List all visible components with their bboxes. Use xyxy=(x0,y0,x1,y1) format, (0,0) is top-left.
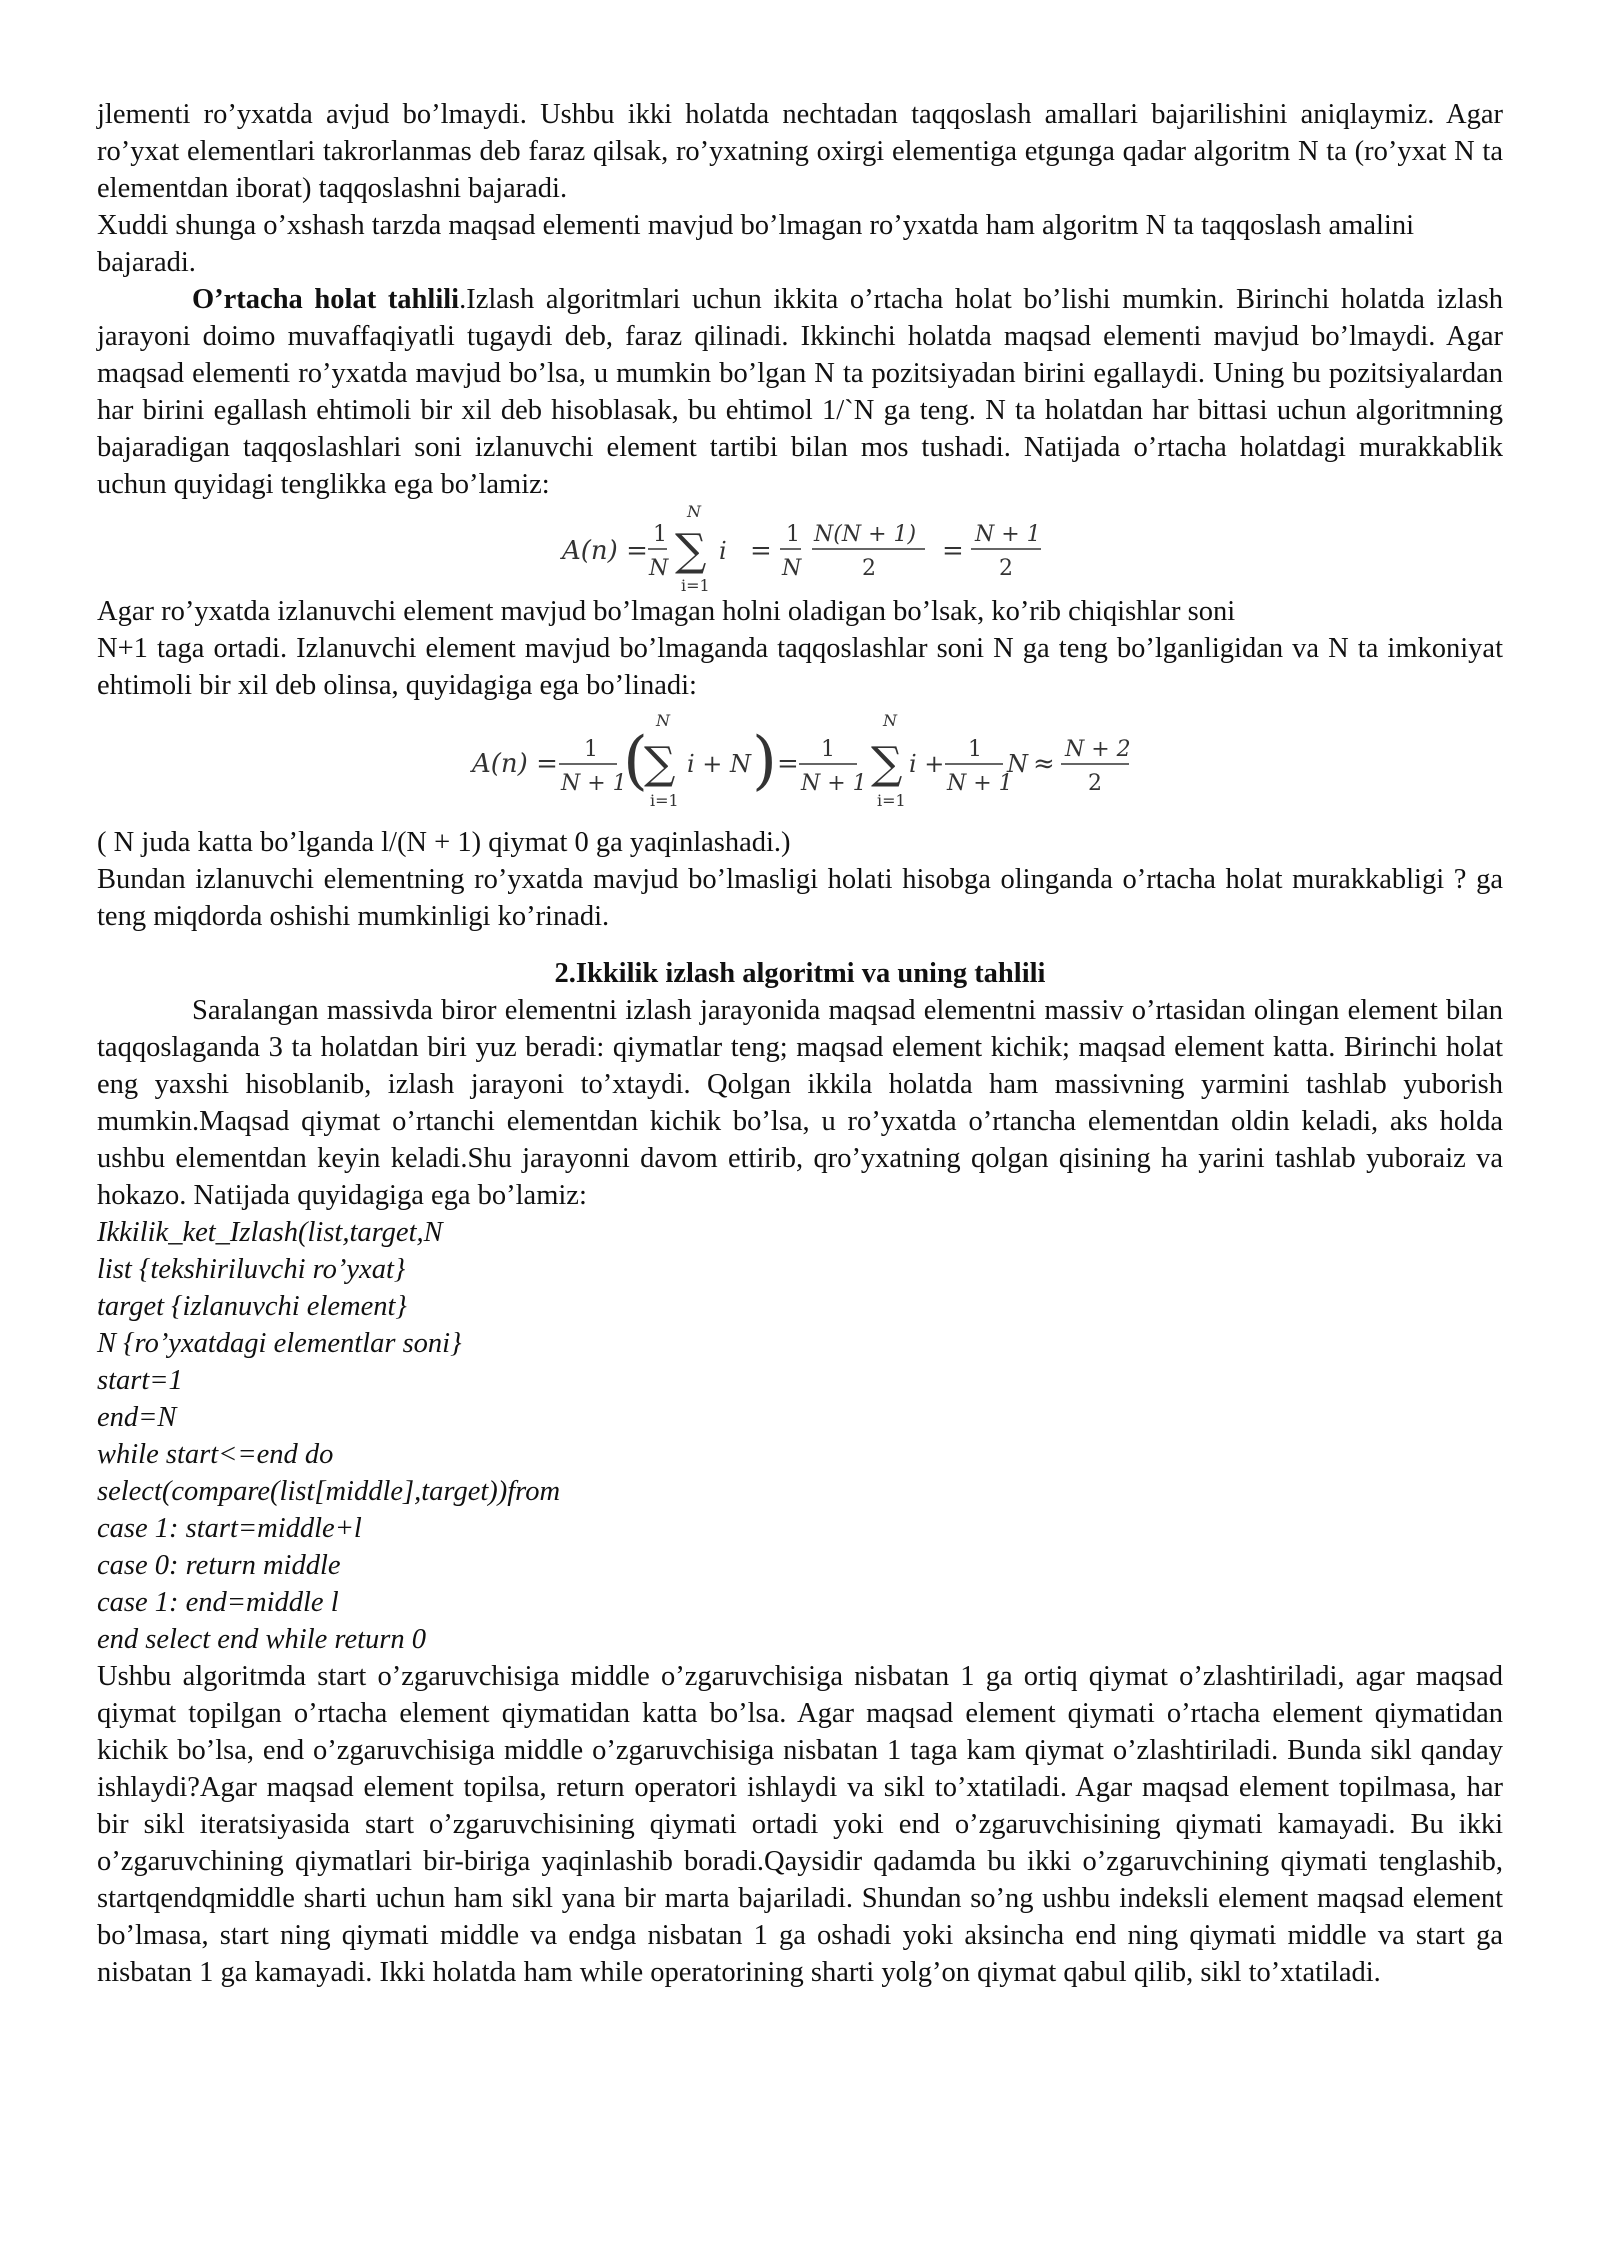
f2-sum-top: N xyxy=(656,711,670,730)
f2-lparen: ( xyxy=(623,724,648,798)
formula-1-graphic xyxy=(97,503,1503,593)
f1-num2: N(N + 1) xyxy=(814,522,917,547)
f2-sigma: ∑ xyxy=(644,738,676,789)
code-line: end select end while return 0 xyxy=(97,1624,426,1655)
code-line: end=N xyxy=(97,1402,177,1433)
f2-one: 1 xyxy=(584,737,598,762)
f1-N-den-b: N xyxy=(782,556,802,581)
f2-sum-bottom-b: i=1 xyxy=(877,791,906,810)
code-line: start=1 xyxy=(97,1365,183,1396)
code-line: case 1: end=middle l xyxy=(97,1587,339,1618)
code-line: case 0: return middle xyxy=(97,1550,341,1581)
f1-N-den: N xyxy=(649,556,669,581)
paragraph-average-case xyxy=(97,281,1503,503)
f2-den: N + 1 xyxy=(561,771,627,796)
document-page xyxy=(97,96,1503,1991)
f2-one-b: 1 xyxy=(821,737,835,762)
f2-sum-bottom: i=1 xyxy=(650,791,679,810)
code-line: while start<=end do xyxy=(97,1439,334,1470)
f2-i-plus: i + xyxy=(909,750,945,778)
f2-one-c: 1 xyxy=(968,737,982,762)
code-line: N {ro’yxatdagi elementlar soni} xyxy=(97,1328,462,1359)
f1-one: 1 xyxy=(653,522,667,547)
f1-eq-1: = xyxy=(750,536,772,566)
code-line: target {izlanuvchi element} xyxy=(97,1291,407,1322)
section-heading: 2.Ikkilik izlash algoritmi va uning tahlili xyxy=(554,958,1046,989)
formula-average-success xyxy=(97,503,1503,593)
f1-sum-bottom: i=1 xyxy=(681,576,710,593)
f1-sum-top: N xyxy=(687,503,701,521)
f1-den2: 2 xyxy=(862,556,876,581)
f2-rparen: ) xyxy=(752,724,777,798)
paragraph-binary-intro: Saralangan massivda biror elementni izlash jarayonida maqsad elementni massiv o’rtasidan olingan element bilan taqqoslaganda 3 ta holatdan biri yuz beradi: qiymatlar teng; maqsad element kichik; maqsad element katta. Birinchi holat eng yaxshi hisoblanib, izlash jarayoni to’xtaydi. Qolgan ikkila holatda ham massivning yarmini tashlab yuborish mumkin.Maqsad qiymat o’rtanchi elementdan kichik bo’lsa, u ro’yxatda o’rtancha elementdan oldin keladi, aks holda ushbu elementdan keyin keladi.Shu jarayonni davom ettirib, qro’yxatning qolgan qisining ha yarini tashlab yuboraiz va hokazo. Natijada quyidagiga ega bo’lamiz: xyxy=(97,995,1503,1211)
paragraph-not-found-b: N+1 taga ortadi. Izlanuvchi element mavjud bo’lmaganda taqqoslashlar soni N ga teng bo’lganligidan va N ta imkoniyat ehtimoli bir xil deb olinsa, quyidagiga ega bo’linadi: xyxy=(97,633,1503,701)
paragraph-conclusion: Bundan izlanuvchi elementning ro’yxatda mavjud bo’lmasligi holati hisobga olinganda o’rtacha holat murakkabligi ? ga teng miqdorda oshishi mumkinligi ko’rinadi. xyxy=(97,864,1503,932)
f1-lhs: A(n) = xyxy=(562,536,648,566)
f2-den-c: N + 1 xyxy=(947,771,1013,796)
f2-eq: = xyxy=(777,749,799,779)
average-case-title: O’rtacha holat tahlili xyxy=(192,284,460,315)
paragraph-not-found-a: Agar ro’yxatda izlanuvchi element mavjud bo’lmagan holni oladigan bo’lsak, ko’rib chiqishlar soni xyxy=(97,596,1236,627)
code-line: select(compare(list[middle],target))from xyxy=(97,1476,561,1507)
f2-inner: i + N xyxy=(687,750,752,778)
f2-den-b: N + 1 xyxy=(801,771,867,796)
average-case-text: .Izlash algoritmlari uchun ikkita o’rtacha holat bo’lishi mumkin. Birinchi holatda izlash jarayoni doimo muvaffaqiyatli tugaydi deb, faraz qilinadi. Ikkinchi holatda maqsad elementi mavjud bo’lmaydi. Agar maqsad elementi ro’yxatda mavjud bo’lsa, u mumkin bo’lgan N ta pozitsiyadan birini egallaydi. Uning bu pozitsiyalardan har birini egallash ehtimoli bir xil deb hisoblasak, bu ehtimol 1/`N ga teng. N ta holatdan har bittasi uchun algoritmning bajaradigan taqqoslashlari soni izlanuvchi element tartibi bilan mos tushadi. Natijada o’rtacha holatdagi murakkablik uchun quyidagi tenglikka ega bo’lamiz: xyxy=(97,284,1503,500)
f2-approx: ≈ xyxy=(1033,749,1055,779)
f1-eq-2: = xyxy=(942,536,964,566)
paragraph-large-n: ( N juda katta bo’lganda l/(N + 1) qiymat 0 ga yaqinlashadi.) xyxy=(97,827,791,858)
paragraph-intro: jlementi ro’yxatda avjud bo’lmaydi. Ushbu ikki holatda nechtadan taqqoslash amallari bajarilishini aniqlaymiz. Agar ro’yxat elementlari takrorlanmas deb faraz qilsak, ro’yxatning oxirgi elementiga etgunga qadar algoritm N ta (ro’yxat N ta elementdan iborat) taqqoslashni bajaradi. xyxy=(97,99,1503,204)
f1-one-b: 1 xyxy=(786,522,800,547)
f2-den-last: 2 xyxy=(1088,771,1102,796)
f2-sigma-b: ∑ xyxy=(871,738,903,789)
code-line: Ikkilik_ket_Izlash(list,target,N xyxy=(97,1217,443,1248)
f2-lhs: A(n) = xyxy=(472,749,558,779)
f1-num3: N + 1 xyxy=(975,522,1041,547)
code-line: case 1: start=middle+l xyxy=(97,1513,362,1544)
paragraph-similar: Xuddi shunga o’xshash tarzda maqsad elementi mavjud bo’lmagan ro’yxatda ham algoritm N ta taqqoslash amalini bajaradi. xyxy=(97,210,1414,278)
formula-2-graphic xyxy=(97,704,1503,824)
f2-N: N xyxy=(1007,750,1028,778)
f1-den3: 2 xyxy=(999,556,1013,581)
f1-sigma: ∑ xyxy=(675,525,707,576)
code-line: list {tekshiriluvchi ro’yxat} xyxy=(97,1254,406,1285)
f1-i: i xyxy=(719,537,727,565)
paragraph-algorithm-explanation: Ushbu algoritmda start o’zgaruvchisiga middle o’zgaruvchisiga nisbatan 1 ga ortiq qiymat o’zlashtiriladi, agar maqsad qiymat topilgan o’rtacha element qiymatidan katta bo’lsa. Agar maqsad element qiymati o’rtacha element qiymatidan kichik bo’lsa, end o’zgaruvchisiga middle o’zgaruvchisiga nisbatan 1 taga kam qiymat o’zlashtiriladi. Bunda sikl qanday ishlaydi?Agar maqsad element topilsa, return operatori ishlaydi va sikl to’xtatiladi. Agar maqsad element topilmasa, har bir sikl iteratsiyasida start o’zgaruvchisining qiymati ortadi yoki end o’zgaruvchisining qiymati kamayadi. Bu ikki o’zgaruvchining qiymatlari bir-biriga yaqinlashib boradi.Qaysidir qadamda bu ikki o’zgaruvchining qiymati tenglashib, startqendqmiddle sharti uchun ham sikl yana bir marta bajariladi. Shundan so’ng ushbu indeksli element maqsad element bo’lmasa, start ning qiymati middle va endga nisbatan 1 ga oshadi yoki aksincha end ning qiymati middle va start ga nisbatan 1 ga kamayadi. Ikki holatda ham while operatorining sharti yolg’on qiymat qabul qilib, sikl to’xtatiladi. xyxy=(97,1661,1503,1988)
pseudocode-block xyxy=(97,1214,1503,1658)
f2-num-last: N + 2 xyxy=(1065,737,1131,762)
formula-average-failure xyxy=(97,704,1503,824)
f2-sum-top-b: N xyxy=(883,711,897,730)
